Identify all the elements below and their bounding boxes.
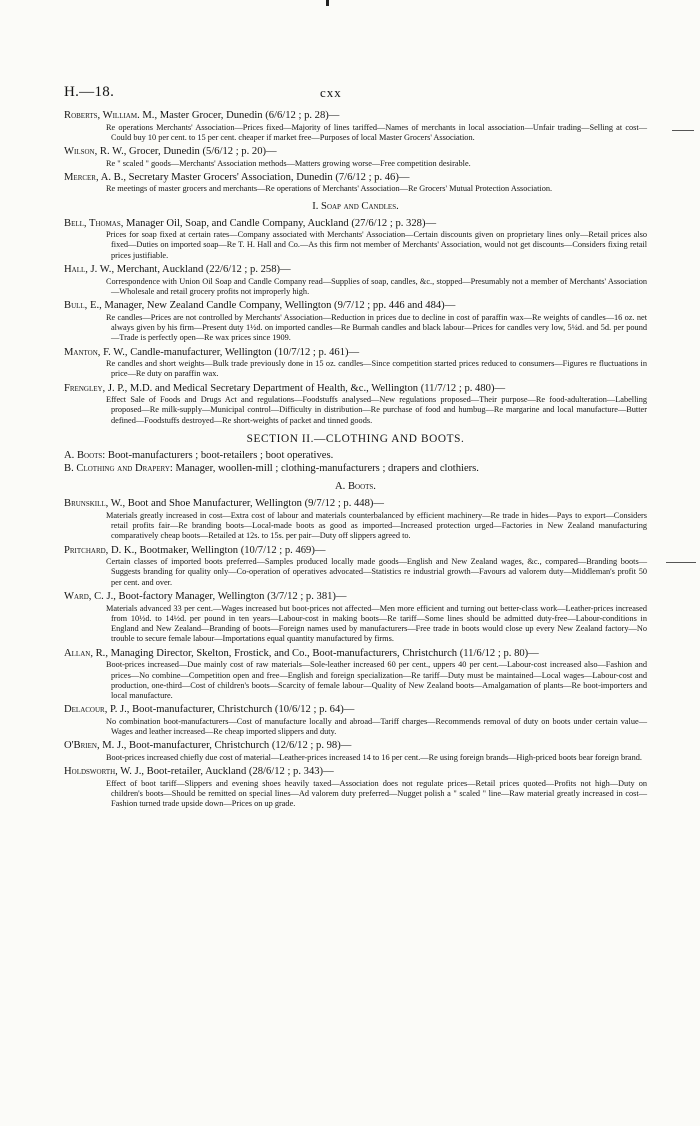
witness-details: R., Managing Director, Skelton, Frostick, and Co., Boot-manufacturers, Christchurch (11/6/12 ; p. 80)— (92, 647, 539, 659)
margin-mark (666, 562, 696, 563)
entries-grocers (64, 110, 647, 195)
legend-text: : Boot-manufacturers ; boot-retailers ; boot operatives. (102, 450, 334, 462)
witness-details: M., Master Grocer, Dunedin (6/6/12 ; p. 28)— (139, 110, 340, 121)
witness-name: Pritchard, (64, 544, 109, 556)
witness-details: J. P., M.D. and Medical Secretary Department of Health, &c., Wellington (11/7/12 ; p. 480)— (105, 382, 506, 394)
witness-details: J. W., Merchant, Auckland (22/6/12 ; p. 258)— (87, 264, 291, 276)
evidence-summary: Boot-prices increased—Due mainly cost of raw materials—Sole-leather increased 60 per cent., uppers 40 per cent.—Labour-cost increased also—Fashion and prices—No combine—Competition open and free—English and foreign specialization—Re tariff—Duty must be maintained—Local wages—Labour-cost and production, one-third—Cost of children's boots—Scarcity of female labour—Quality of New Zealand boots—Amalgamation of plants—Re boot-importers and local manufacture. (106, 660, 647, 701)
legend-key: A. Boots (64, 450, 103, 462)
evidence-summary: Re " scaled " goods—Merchants' Association methods—Matters growing worse—Free competition desirable. (106, 158, 471, 168)
evidence-summary: No combination boot-manufacturers—Cost of manufacture locally and abroad—Tariff charges—Recommends removal of duty on boots under certain value—Wages and leather increased—Re cheap imported slippers and duty. (106, 716, 647, 737)
entry (64, 704, 647, 737)
witness-name: Ward, (64, 591, 92, 603)
witness-details: Boot and Shoe Manufacturer, Wellington (9/7/12 ; p. 448)— (125, 498, 385, 510)
witness-name: O'Brien, (64, 740, 100, 752)
witness-details: R. W., Grocer, Dunedin (5/6/12 ; p. 20)— (97, 146, 277, 158)
page-id: H.—18. (64, 84, 115, 100)
witness-name: Manton, (64, 346, 101, 358)
entry (64, 498, 647, 541)
index-content (64, 110, 647, 813)
section-title: SECTION II.—CLOTHING AND BOOTS. (246, 433, 465, 446)
entry (64, 545, 647, 588)
evidence-summary: Effect Sale of Foods and Drugs Act and regulations—Foodstuffs analysed—New regulations proposed—Their purpose—Re food-adulteration—Labelling proposed—Re milk-supply—Municipal control—Difficulty in distribution—Re purchase of food and humbug—Re margarine and local manufacture—Butter defined—Foodstuffs destroyed—Re short-weights of packet and tinned goods. (106, 395, 647, 425)
witness-details: D. K., Bootmaker, Wellington (10/7/12 ; p. 469)— (108, 544, 326, 556)
entry (64, 110, 647, 143)
witness-details: C. J., Boot-factory Manager, Wellington (3/7/12 ; p. 381)— (91, 591, 347, 603)
subheading-boots: A. Boots. (335, 481, 376, 493)
witness-name: Frengley, (64, 382, 106, 394)
evidence-summary: Prices for soap fixed at certain rates—Company associated with Merchants' Association—Certain discounts given on proprietary lines only—Retail prices also fixed—Duties on imported soap—Re T. H. Hall and Co.—As this firm not member of Merchants' Association, would not get discounts—Considers fixing retail prices justifiable. (106, 230, 647, 260)
witness-name: Holdsworth, (64, 766, 118, 778)
entry (64, 740, 647, 763)
margin-mark (672, 130, 694, 131)
legend-item (64, 450, 647, 463)
entry (64, 383, 647, 426)
witness-details: M. J., Boot-manufacturer, Christchurch (12/6/12 ; p. 98)— (99, 740, 352, 752)
witness-details: E., Manager, New Zealand Candle Company, Wellington (9/7/12 ; pp. 446 and 484)— (87, 300, 456, 312)
evidence-summary: Effect of boot tariff—Slippers and evening shoes heavily taxed—Association does not regulate prices—Retail prices quoted—Profits not high—Duty on children's boots—Should be remitted on special lines—Ad valorem duty preferred—Nugget polish a " scaled " line—Raw material greatly increased in cost—Fashion turned trade upside down—Prices on up grade. (106, 778, 647, 809)
evidence-summary: Materials greatly increased in cost—Extra cost of labour and materials counterbalanced by efficient machinery—Re trade in hides—Pays to export—Considers retail profits fair—Re branding boots—Local-made boots as good as imported—Increased protection urged—Factories in New Zealand manufacturing comparatively cheap boots—Retailed at 12s. to 15s. per pair—Duty off slippers agreed to. (106, 510, 647, 541)
entry (64, 146, 647, 169)
entry (64, 172, 647, 195)
witness-name: Hall, (64, 264, 88, 276)
witness-name: Bull, (64, 300, 88, 312)
evidence-summary: Re meetings of master grocers and merchants—Re operations of Merchants' Association—Re Grocers' Mutual Protection Association. (106, 184, 553, 194)
entry (64, 218, 647, 261)
evidence-summary: Re operations Merchants' Association—Prices fixed—Majority of lines tariffed—Names of merchants in local association—Unfair trading—Selling at cost—Could buy 10 per cent. to 15 per cent. cheaper if market free—Purposes of local Master Grocers' Association. (106, 122, 647, 142)
page-top-mark (326, 0, 329, 6)
witness-name: Mercer, (64, 171, 99, 183)
evidence-summary: Correspondence with Union Oil Soap and Candle Company read—Supplies of soap, candles, &c., stopped—Presumably not a member of Merchants' Association—Wholesale and retail grocery profits not improperly high. (106, 276, 647, 296)
entry (64, 347, 647, 380)
page-number: cxx (320, 85, 342, 100)
evidence-summary: Re candles—Prices are not controlled by Merchants' Association—Reduction in prices due to decline in cost of paraffin wax—Re weights of candles—16 oz. net always given by his firm—Present duty 1½d. on imported candles—Re Burmah candles and black labour—Prices for candles very low, 5¼d. and 5d. per pound—Trade is perfectly open—Re wax prices since 1909. (106, 312, 647, 343)
section-legend (64, 450, 647, 475)
witness-details: A. B., Secretary Master Grocers' Association, Dunedin (7/6/12 ; p. 46)— (98, 171, 410, 183)
evidence-summary: Re candles and short weights—Bulk trade previously done in 15 oz. candles—Since competition started prices reduced to consumers—Figures re fluctuations in price—Re duty on paraffin wax. (106, 359, 647, 379)
witness-name: Delacour, (64, 704, 108, 716)
evidence-summary: Materials advanced 33 per cent.—Wages increased but boot-prices not affected—Men more efficient and turning out better-class work—Leather-prices increased from 10½d. to 14½d. per pound in ten years—Labour-cost in making boots—Re tariff—Some lines should be admitted duty-free—Labour-conditions in England and New Zealand—Branding of boots—Foreign names used by manufacturers—Free trade in boots would close up every New Zealand factory—No trouble to secure female labour—Importations equal quantity manufactured by firms. (106, 603, 647, 644)
witness-details: P. J., Boot-manufacturer, Christchurch (10/6/12 ; p. 64)— (107, 704, 355, 716)
legend-item (64, 463, 647, 476)
witness-details: F. W., Candle-manufacturer, Wellington (10/7/12 ; p. 461)— (100, 346, 360, 358)
subheading-soap-candles: I. Soap and Candles. (312, 200, 399, 212)
witness-name: Brunskill, W., (64, 498, 126, 510)
entry (64, 264, 647, 297)
evidence-summary: Boot-prices increased chiefly due cost of material—Leather-prices increased 14 to 16 per cent.—Re using foreign brands—High-priced boots bear foreign brand. (106, 752, 642, 762)
entry (64, 591, 647, 645)
witness-name: Allan, (64, 647, 93, 659)
entries-boots (64, 498, 647, 809)
entry (64, 300, 647, 343)
legend-key: B. Clothing and Drapery (64, 462, 170, 474)
witness-details: Manager Oil, Soap, and Candle Company, Auckland (27/6/12 ; p. 328)— (123, 217, 437, 229)
witness-details: W. J., Boot-retailer, Auckland (28/6/12 ; p. 343)— (117, 766, 334, 778)
evidence-summary: Certain classes of imported boots preferred—Samples produced locally made goods—English and New Zealand wages, &c., compared—Branding boots—Suggests branding for quality only—Co-operation of operatives advocated—Statistics re industrial growth—Favours ad valorem duty—Middleman's profit 50 per cent. and over. (106, 557, 647, 587)
witness-name: Wilson, (64, 146, 98, 158)
entries-soap-candles (64, 218, 647, 426)
legend-text: : Manager, woollen-mill ; clothing-manufacturers ; drapers and clothiers. (169, 462, 479, 474)
page-header (64, 84, 664, 102)
witness-name: Bell, Thomas, (64, 217, 124, 229)
witness-name: Roberts, William. (64, 110, 140, 121)
entry (64, 648, 647, 702)
entry (64, 766, 647, 809)
